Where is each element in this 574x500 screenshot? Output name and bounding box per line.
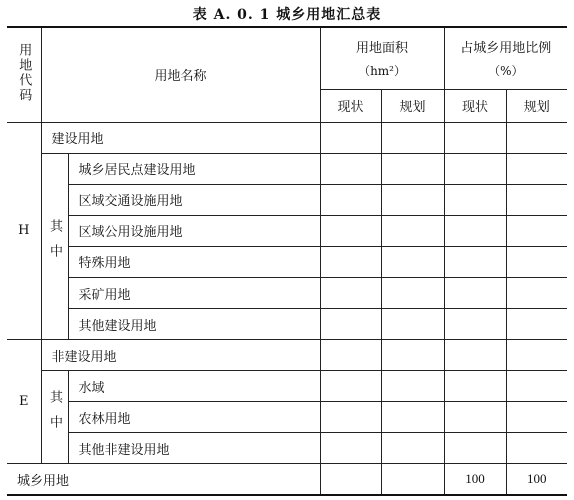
group-title-e: 非建设用地 [41,340,320,371]
list-item: 农林用地 [68,402,320,433]
land-use-summary-table [7,26,567,496]
total-label: 城乡用地 [7,464,320,495]
header-ratio: 占城乡用地比例 [460,41,552,57]
header-area-plan: 规划 [381,89,444,122]
total-area-current [320,464,381,495]
code-e: E [7,340,41,464]
list-item: 城乡居民点建设用地 [68,153,320,184]
qizhong-h: 其中 [47,219,62,270]
list-item: 采矿用地 [68,278,320,309]
qizhong-e: 其中 [47,390,62,441]
value-cell [444,122,506,153]
header-area-current: 现状 [320,89,381,122]
total-area-plan [381,464,444,495]
qizhong-e-cell [41,371,68,464]
header-ratio-cell [444,27,567,89]
value-cell [320,122,381,153]
list-item: 区域公用设施用地 [68,215,320,246]
header-name: 用地名称 [41,27,320,122]
list-item: 特殊用地 [68,246,320,277]
list-item: 其他建设用地 [68,309,320,340]
total-ratio-current: 100 [444,464,506,495]
value-cell [381,122,444,153]
header-area-unit: （hm²） [358,64,406,79]
code-h: H [7,122,41,339]
group-title-h: 建设用地 [41,122,320,153]
header-code-cell [7,27,41,122]
header-area-cell [320,27,444,89]
total-ratio-plan: 100 [506,464,567,495]
value-cell [506,122,567,153]
header-ratio-unit: （%） [488,64,524,79]
header-ratio-current: 现状 [444,89,506,122]
qizhong-h-cell [41,153,68,339]
header-area: 用地面积 [356,41,409,57]
list-item: 其他非建设用地 [68,433,320,464]
header-code: 用地代码 [16,42,32,103]
table-title: 表 A. 0. 1 城乡用地汇总表 [192,7,382,23]
list-item: 水域 [68,371,320,402]
header-ratio-plan: 规划 [506,89,567,122]
list-item: 区域交通设施用地 [68,184,320,215]
